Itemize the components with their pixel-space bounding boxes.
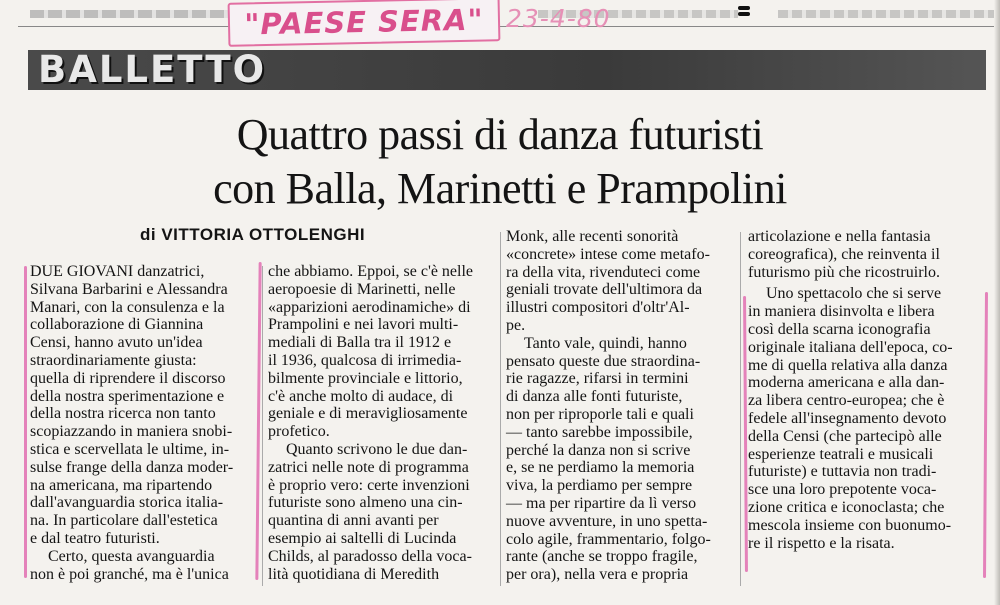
text-line: coreografica), che reinventa il bbox=[748, 245, 940, 263]
text-line: della nostra sperimentazione e bbox=[30, 387, 225, 405]
text-line: è proprio vero: certe invenzioni bbox=[268, 476, 470, 494]
text-line: DUE GIOVANI danzatrici, bbox=[30, 263, 205, 280]
text-line: della Censi (che partecipò alle bbox=[748, 427, 942, 445]
text-line: me di quella relativa alla danza bbox=[748, 356, 948, 374]
text-line: ra della vita, rivenduteci come bbox=[506, 263, 701, 281]
article-column-2 bbox=[268, 263, 494, 583]
text-line: così della scarna iconografia bbox=[748, 320, 931, 338]
text-line: profetico. bbox=[268, 423, 330, 441]
text-line: Prampolini e nei lavori multi- bbox=[268, 316, 459, 334]
text-line: na americana, ma ripartendo bbox=[30, 476, 213, 494]
text-line: originale italiana dell'epoca, co- bbox=[748, 338, 953, 356]
highlighter-mark bbox=[983, 292, 988, 578]
text-line: articolazione e nella fantasia bbox=[748, 228, 931, 245]
text-line: viva, la perdiamo per sempre bbox=[506, 477, 693, 495]
newspaper-name-stamp bbox=[228, 0, 501, 47]
text-line: quantina di anni avanti per bbox=[268, 512, 439, 530]
text-line: Certo, questa avanguardia bbox=[48, 547, 215, 565]
text-line: per ora), nella vera e propria bbox=[506, 566, 689, 584]
text-line: non è poi granché, ma è l'unica bbox=[30, 565, 229, 583]
faded-masthead-text bbox=[778, 10, 998, 18]
text-line: «apparizioni aerodinamiche» di bbox=[268, 298, 471, 316]
text-line: «concrete» intese come metafo- bbox=[506, 245, 710, 263]
text-line: Tanto vale, quindi, hanno bbox=[524, 334, 687, 352]
text-line: pensato queste due straordina- bbox=[506, 352, 701, 370]
text-line: Silvana Barbarini e Alessandra bbox=[30, 280, 228, 298]
text-line: il 1936, qualcosa di irrimedia- bbox=[268, 351, 462, 369]
text-line: pe. bbox=[506, 316, 526, 334]
text-line: bilmente provinciale e littorio, bbox=[268, 369, 463, 387]
text-line: rante (anche se troppo fragile, bbox=[506, 548, 698, 566]
section-label: BALLETTO bbox=[38, 48, 267, 91]
text-line: della nostra ricerca non tanto bbox=[30, 405, 216, 423]
text-line: e dal teatro futuristi. bbox=[30, 529, 160, 547]
text-line: — ma per ripartire da lì verso bbox=[506, 494, 697, 512]
article-column-4 bbox=[748, 228, 984, 552]
text-line: illustri compositori d'oltr'Al- bbox=[506, 299, 690, 317]
text-line: futuriste) e tuttavia non tradi- bbox=[748, 463, 937, 481]
column-divider bbox=[740, 232, 741, 586]
text-line: rie ragazze, rifarsi in termini bbox=[506, 370, 689, 388]
text-line: Uno spettacolo che si serve bbox=[766, 285, 942, 303]
article-column-1 bbox=[30, 263, 258, 583]
text-line: lità quotidiana di Meredith bbox=[268, 565, 440, 583]
highlighter-mark bbox=[24, 266, 27, 578]
text-line: mediali di Balla tra il 1912 e bbox=[268, 334, 452, 352]
newspaper-name: "PAESE SERA" bbox=[243, 2, 484, 42]
text-line: geniale e di meravigliosamente bbox=[268, 405, 468, 423]
text-line: geniali trovate dell'ultimora da bbox=[506, 281, 703, 299]
text-line: mescola insieme con buonumo- bbox=[748, 516, 952, 534]
paper-edge bbox=[994, 0, 1000, 605]
text-line: zatrici nelle note di programma bbox=[268, 458, 469, 476]
text-line: e, se ne perdiamo la memoria bbox=[506, 459, 695, 477]
text-line: stica e scervellata le ultime, in- bbox=[30, 440, 230, 458]
text-line: quella di riprendere il discorso bbox=[30, 369, 226, 387]
column-divider bbox=[262, 266, 263, 586]
handwritten-date: 23-4-80 bbox=[506, 4, 611, 33]
text-line: Censi, hanno avuto un'idea bbox=[30, 334, 203, 352]
text-line: sulse frange della danza moder- bbox=[30, 458, 234, 476]
text-line: in maniera disinvolta e libera bbox=[748, 303, 935, 321]
text-line: scopiazzando in maniera snobi- bbox=[30, 423, 233, 441]
text-line: Childs, al paradosso della voca- bbox=[268, 547, 472, 565]
text-line: colo agile, frammentario, folgo- bbox=[506, 530, 711, 548]
section-banner bbox=[28, 50, 986, 90]
headline-line-1: Quattro passi di danza futuristi bbox=[236, 110, 764, 159]
text-line: zione critica e iconoclasta; che bbox=[748, 498, 945, 516]
text-line: di danza alle fonti futuriste, bbox=[506, 388, 683, 406]
text-line: che abbiamo. Eppoi, se c'è nelle bbox=[268, 263, 474, 280]
column-divider bbox=[500, 232, 501, 586]
text-line: fedele all'insegnamento devoto bbox=[748, 409, 947, 427]
faded-masthead-text bbox=[30, 10, 230, 18]
text-line: dall'avanguardia storica italia- bbox=[30, 494, 224, 512]
text-line: moderna americana e alla dan- bbox=[748, 374, 945, 392]
text-line: futurismo più che ricostruirlo. bbox=[748, 263, 940, 281]
text-line: — tanto sarebbe impossibile, bbox=[506, 423, 693, 441]
article-column-3 bbox=[506, 228, 734, 584]
text-line: c'è anche molto di audace, di bbox=[268, 387, 454, 405]
text-line: esperienze teatrali e musicali bbox=[748, 445, 934, 463]
text-line: Quanto scrivono le due dan- bbox=[286, 440, 468, 458]
text-line: esempio ai saltelli di Lucinda bbox=[268, 529, 457, 547]
text-line: collaborazione di Giannina bbox=[30, 316, 204, 334]
text-line: non per riproporle tali e quali bbox=[506, 405, 694, 423]
text-line: sce una loro prepotente voca- bbox=[748, 481, 937, 499]
text-line: straordinariamente giusta: bbox=[30, 351, 197, 369]
text-line: aeropoesie di Marinetti, nelle bbox=[268, 280, 456, 298]
text-line: za libera centro-europea; che è bbox=[748, 392, 945, 410]
text-line: Monk, alle recenti sonorità bbox=[506, 228, 679, 245]
byline: di VITTORIA OTTOLENGHI bbox=[140, 225, 366, 244]
text-line: perché la danza non si scrive bbox=[506, 441, 691, 459]
text-line: nuove avventure, in uno spetta- bbox=[506, 512, 708, 530]
headline-line-2: con Balla, Marinetti e Prampolini bbox=[213, 164, 787, 213]
punch-mark-icon bbox=[738, 4, 752, 22]
text-line: re il rispetto e la risata. bbox=[748, 534, 895, 552]
text-line: Manari, con la consulenza e la bbox=[30, 298, 225, 316]
text-line: futuriste sono almeno una cin- bbox=[268, 494, 463, 512]
text-line: na. In particolare dall'estetica bbox=[30, 512, 218, 530]
